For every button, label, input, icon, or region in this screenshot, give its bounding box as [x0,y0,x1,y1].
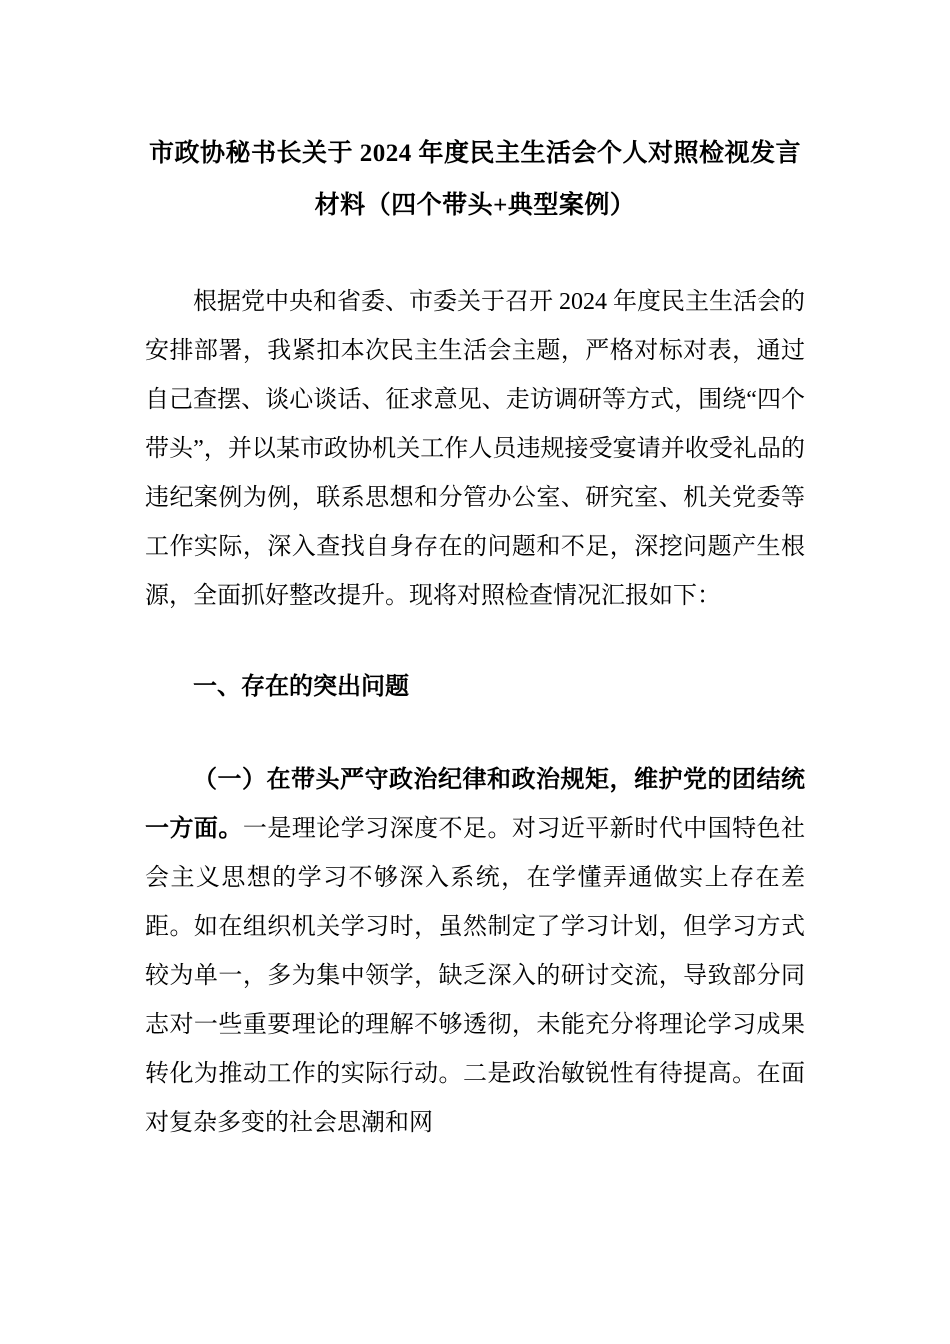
subsection-paragraph-1 [145,756,805,1148]
section-heading-problems: 一、存在的突出问题 [193,674,409,700]
subsection-1-body: 一是理论学习深度不足。对习近平新时代中国特色社会主义思想的学习不够深入系统，在学懂弄通做实上存在差距。如在组织机关学习时，虽然制定了学习计划，但学习方式较为单一，多为集中领学，缺乏深入的研讨交流，导致部分同志对一些重要理论的理解不够透彻，未能充分将理论学习成果转化为推动工作的实际行动。二是政治敏锐性有待提高。在面对复杂多变的社会思潮和网 [145,816,806,1136]
intro-paragraph: 根据党中央和省委、市委关于召开 2024 年度民主生活会的安排部署，我紧扣本次民主生活会主题，严格对标对表，通过自己查摆、谈心谈话、征求意见、走访调研等方式，围绕“四个带头”，并以某市政协机关工作人员违规接受宴请并收受礼品的违纪案例为例，联系思想和分管办公室、研究室、机关党委等工作实际，深入查找自身存在的问题和不足，深挖问题产生根源，全面抓好整改提升。现将对照检查情况汇报如下： [145,289,805,609]
subsection-1-lead: （一）在带头严守政治纪律和政治规矩，维护党的团结统一方面。 [145,767,805,842]
document-title: 市政协秘书长关于 2024 年度民主生活会个人对照检视发言材料（四个带头+典型案例） [148,140,801,219]
